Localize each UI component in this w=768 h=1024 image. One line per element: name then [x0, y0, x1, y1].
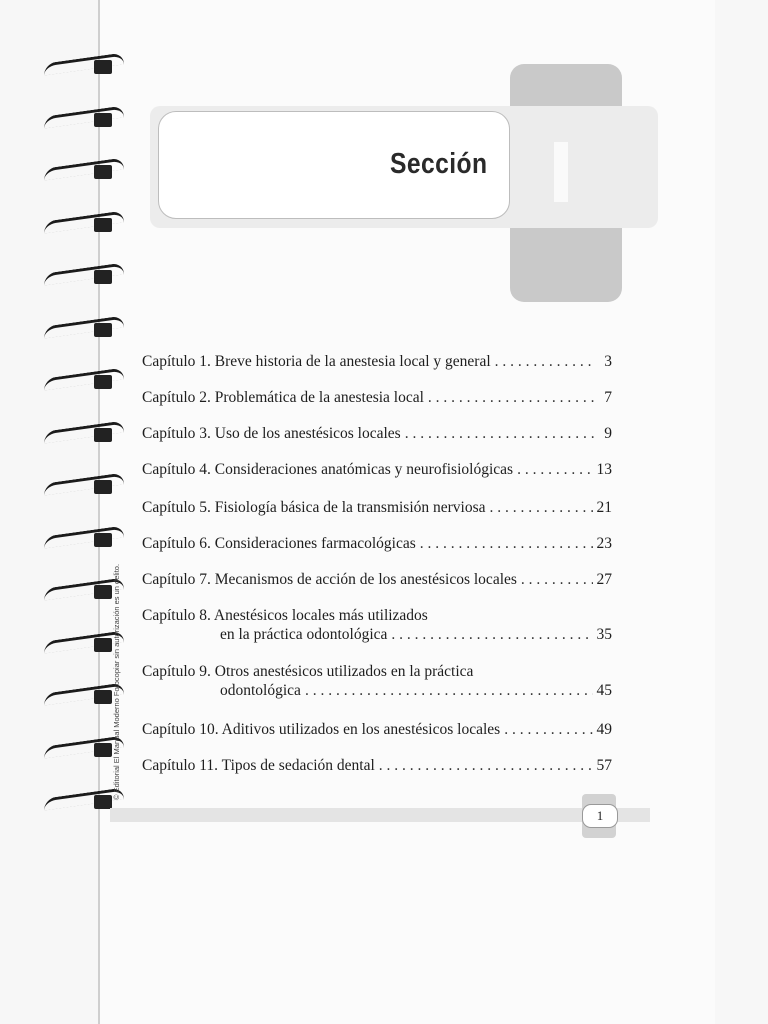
binding-ring-clip: [94, 585, 112, 599]
page-number: 1: [582, 804, 618, 828]
toc-leader-dots: [490, 498, 593, 517]
toc-entry-page: 9: [604, 425, 612, 442]
toc-entry-title: Capítulo 1. Breve historia de la anestesia local y general: [142, 353, 491, 370]
toc-leader-dots: [428, 388, 594, 407]
toc-leader-dots: [521, 570, 593, 589]
toc-entry: [142, 460, 612, 479]
toc-entry: [142, 662, 612, 700]
toc-entry-title: Capítulo 10. Aditivos utilizados en los anestésicos locales: [142, 721, 501, 738]
binding-ring-clip: [94, 60, 112, 74]
toc-leader-dots: [504, 720, 592, 739]
binding-ring: [48, 163, 126, 175]
toc-entry-title: Capítulo 5. Fisiología básica de la transmisión nerviosa: [142, 499, 486, 516]
toc-entry: [142, 424, 612, 443]
binding-ring: [48, 268, 126, 280]
toc-entry: [142, 388, 612, 407]
toc-leader-dots: [495, 352, 594, 371]
binding-ring-clip: [94, 533, 112, 547]
toc-leader-dots: [517, 460, 592, 479]
section-title: Sección: [390, 148, 488, 180]
binding-ring: [48, 373, 126, 385]
toc-entry-page: 3: [604, 353, 612, 370]
binding-ring-clip: [94, 270, 112, 284]
toc-entry: [142, 606, 612, 644]
binding-ring-clip: [94, 375, 112, 389]
toc-entry: [142, 498, 612, 517]
binding-ring-clip: [94, 480, 112, 494]
toc-entry-title: Capítulo 11. Tipos de sedación dental: [142, 757, 375, 774]
binding-ring: [48, 478, 126, 490]
binding-ring-clip: [94, 428, 112, 442]
footer-band: [110, 808, 650, 822]
toc-entry-title: Capítulo 6. Consideraciones farmacológicas: [142, 535, 416, 552]
copyright-notice: © Editorial El Manual Moderno Fotocopiar sin autorización es un delito.: [112, 563, 121, 800]
binding-ring: [48, 321, 126, 333]
binding-ring-clip: [94, 323, 112, 337]
toc-leader-dots: [405, 424, 594, 443]
toc-entry-title-continued: odontológica: [220, 682, 301, 699]
toc-entry-title: Capítulo 8. Anestésicos locales más utilizados: [142, 607, 428, 624]
binding-ring-clip: [94, 218, 112, 232]
toc-entry: [142, 756, 612, 775]
binding-ring: [48, 111, 126, 123]
toc-entry: [142, 570, 612, 589]
binding-ring-clip: [94, 690, 112, 704]
toc-entry-page: 35: [596, 626, 612, 643]
toc-entry-page: 23: [596, 535, 612, 552]
toc-entry-page: 45: [596, 682, 612, 699]
binding-ring: [48, 531, 126, 543]
toc-entry: [142, 352, 612, 371]
binding-ring-clip: [94, 113, 112, 127]
toc-entry-page: 49: [596, 721, 612, 738]
binding-ring-clip: [94, 638, 112, 652]
toc-entry-page: 13: [596, 461, 612, 478]
toc-entry-page: 27: [596, 571, 612, 588]
section-number: [554, 142, 568, 202]
toc-entry-title: Capítulo 9. Otros anestésicos utilizados en la práctica: [142, 663, 474, 680]
toc-entry: [142, 720, 612, 739]
binding-ring-clip: [94, 743, 112, 757]
toc-leader-dots: [379, 756, 593, 775]
toc-entry-page: 21: [596, 499, 612, 516]
toc-leader-dots: [305, 681, 593, 700]
toc-entry-page: 57: [596, 757, 612, 774]
binding-ring: [48, 216, 126, 228]
toc-entry: [142, 534, 612, 553]
toc-entry-title: Capítulo 7. Mecanismos de acción de los anestésicos locales: [142, 571, 517, 588]
binding-ring: [48, 426, 126, 438]
toc-entry-title: Capítulo 2. Problemática de la anestesia local: [142, 389, 424, 406]
toc-entry-title-continued: en la práctica odontológica: [220, 626, 388, 643]
toc-entry-title: Capítulo 4. Consideraciones anatómicas y neurofisiológicas: [142, 461, 514, 478]
binding-ring-clip: [94, 165, 112, 179]
binding-ring: [48, 58, 126, 70]
toc-leader-dots: [420, 534, 593, 553]
toc-leader-dots: [391, 625, 592, 644]
toc-entry-title: Capítulo 3. Uso de los anestésicos locales: [142, 425, 401, 442]
toc-entry-page: 7: [604, 389, 612, 406]
binding-ring-clip: [94, 795, 112, 809]
